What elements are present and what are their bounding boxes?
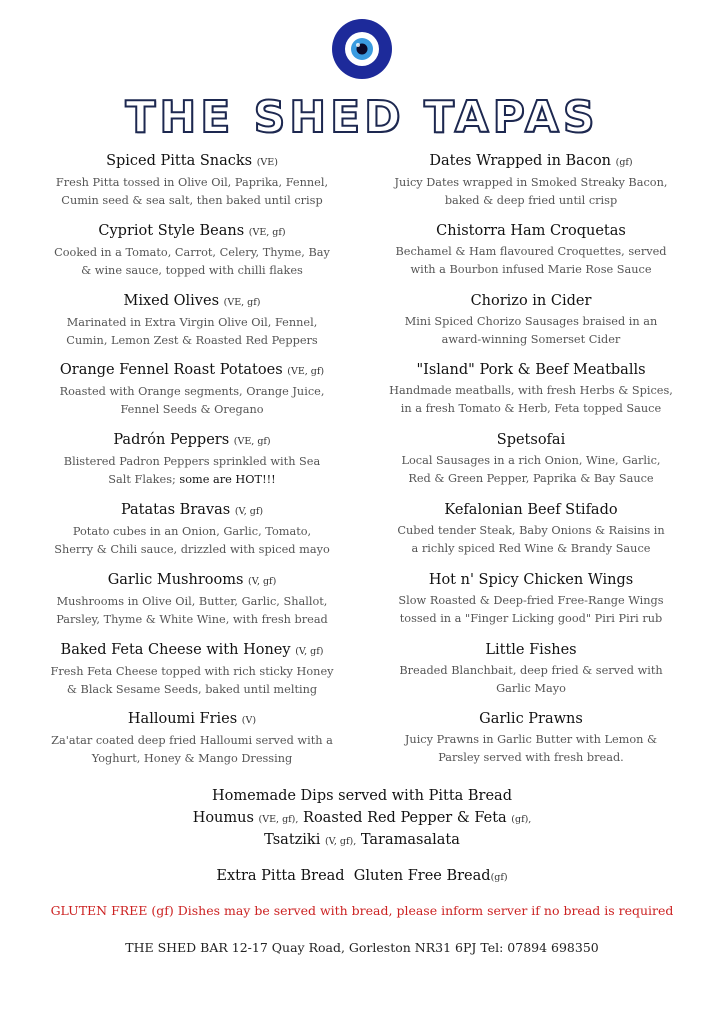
address-line: THE SHED BAR 12-17 Quay Road, Gorleston NR31 6PJ Tel: 07894 698350	[125, 940, 599, 955]
item-name: Patatas Bravas	[120, 501, 231, 518]
right-menu-column	[376, 152, 686, 780]
item-desc-1: Bechamel & Ham flavoured Croquettes, served	[395, 244, 667, 258]
item-tag: (VE)	[256, 157, 278, 168]
menu-item	[37, 292, 347, 362]
item-desc-2: Garlic Mayo	[496, 681, 566, 695]
item-desc-1: Cubed tender Steak, Baby Onions & Raisins in	[397, 523, 665, 537]
item-desc-2: Red & Green Pepper, Paprika & Bay Sauce	[408, 472, 654, 486]
extra-pitta-bread: Extra Pitta Bread	[216, 868, 345, 884]
dip-tsatziki-tag: (V, gf),	[324, 836, 357, 847]
dip-roasted-tag: (gf),	[511, 814, 532, 825]
item-desc-2	[37, 471, 347, 489]
dip-houmus-tag: (VE, gf),	[258, 814, 299, 825]
menu-item	[37, 501, 347, 571]
item-desc-2: in a fresh Tomato & Herb, Feta topped Sauce	[400, 402, 662, 416]
item-name: Halloumi Fries	[127, 711, 238, 728]
hot-warning: some are HOT!!!	[179, 473, 276, 487]
dip-houmus: Houmus	[192, 810, 254, 826]
item-desc-2: award-winning Somerset Cider	[441, 332, 621, 346]
menu-item	[37, 710, 347, 780]
item-desc-1: Juicy Dates wrapped in Smoked Streaky Bacon,	[394, 176, 668, 189]
item-desc-1: Potato cubes in an Onion, Garlic, Tomato,	[72, 524, 312, 538]
item-name: Orange Fennel Roast Potatoes	[59, 362, 283, 379]
item-desc-2: baked & deep fried until crisp	[444, 194, 618, 207]
item-desc-2: with a Bourbon infused Marie Rose Sauce	[410, 262, 652, 276]
item-tag: (V)	[241, 715, 257, 727]
item-desc-2: Cumin seed & sea salt, then baked until crisp	[61, 194, 323, 207]
item-name: Baked Feta Cheese with Honey	[60, 641, 291, 658]
item-desc-2: Fennel Seeds & Oregano	[120, 403, 264, 417]
dip-taramasalata: Taramasalata	[360, 832, 460, 848]
item-desc-1: Blistered Padron Peppers sprinkled with Sea	[63, 455, 321, 469]
item-desc-1: Local Sausages in a rich Onion, Wine, Garlic,	[401, 454, 661, 468]
item-name: Kefalonian Beef Stifado	[444, 501, 618, 518]
menu-item	[37, 222, 347, 292]
menu-item	[37, 361, 347, 431]
menu-item	[376, 710, 686, 780]
menu-item	[376, 501, 686, 571]
item-name: Hot n' Spicy Chicken Wings	[428, 571, 634, 588]
menu-item	[37, 571, 347, 641]
dip-tsatziki: Tsatziki	[264, 832, 321, 848]
item-desc-1: Marinated in Extra Virgin Olive Oil, Fennel,	[66, 315, 318, 329]
menu-item	[37, 641, 347, 711]
item-desc-1: Mini Spiced Chorizo Sausages braised in an	[404, 314, 658, 328]
menu-item	[376, 292, 686, 362]
item-tag: (VE, gf)	[233, 436, 271, 448]
item-name: Spetsofai	[496, 432, 566, 449]
gluten-free-note: GLUTEN FREE (gf) Dishes may be served with bread, please inform server if no bread is required	[50, 903, 674, 918]
item-name: Garlic Prawns	[479, 711, 583, 728]
gluten-free-tag: (gf)	[490, 872, 508, 883]
dips-line-1	[0, 810, 724, 826]
item-tag: (V, gf)	[295, 645, 324, 657]
item-name: Little Fishes	[485, 641, 577, 658]
item-name: Cypriot Style Beans	[98, 222, 245, 239]
item-tag: (gf)	[615, 157, 633, 168]
item-desc-2: & wine sauce, topped with chilli flakes	[81, 263, 303, 277]
evil-eye-icon	[331, 18, 393, 80]
item-name: Chistorra Ham Croquetas	[436, 222, 626, 239]
item-desc-2: Yoghurt, Honey & Mango Dressing	[91, 752, 293, 766]
menu-item	[376, 222, 686, 292]
item-desc-1: Fresh Pitta tossed in Olive Oil, Paprika, Fennel,	[55, 176, 329, 189]
item-desc-2a: Salt Flakes;	[108, 473, 180, 487]
item-tag: (V, gf)	[234, 505, 264, 517]
dip-roasted-pepper-feta: Roasted Red Pepper & Feta	[303, 810, 507, 826]
item-desc-2: Sherry & Chili sauce, drizzled with spiced mayo	[54, 542, 330, 556]
menu-item	[37, 431, 347, 501]
item-desc-1: Mushrooms in Olive Oil, Butter, Garlic, Shallot,	[56, 594, 328, 608]
menu-item	[376, 152, 686, 222]
item-desc-1: Za'atar coated deep fried Halloumi served with a	[51, 734, 333, 748]
item-tag: (VE, gf)	[248, 226, 286, 238]
item-desc-1: Handmade meatballs, with fresh Herbs & Spices,	[389, 384, 673, 398]
item-desc-1: Cooked in a Tomato, Carrot, Celery, Thyme, Bay	[54, 245, 330, 259]
item-desc-1: Roasted with Orange segments, Orange Juice,	[59, 385, 325, 399]
item-desc-1: Juicy Prawns in Garlic Butter with Lemon &	[404, 733, 658, 747]
item-desc-2: & Black Sesame Seeds, baked until melting	[66, 682, 318, 696]
item-tag: (VE, gf)	[223, 296, 261, 308]
menu-item	[376, 571, 686, 641]
item-name: Garlic Mushrooms	[107, 571, 244, 588]
left-menu-column	[37, 152, 347, 780]
item-desc-2: Parsley served with fresh bread.	[438, 751, 624, 765]
dips-line-2	[0, 832, 724, 848]
item-desc-2: tossed in a "Finger Licking good" Piri Piri rub	[399, 611, 663, 625]
gluten-free-bread: Gluten Free Bread	[353, 868, 491, 884]
item-desc-1: Breaded Blanchbait, deep fried & served with	[399, 663, 663, 677]
item-desc-2: a richly spiced Red Wine & Brandy Sauce	[411, 541, 651, 555]
item-tag: (V, gf)	[248, 575, 277, 587]
item-tag: (VE, gf)	[287, 366, 325, 378]
item-name: Padrón Peppers	[113, 432, 230, 449]
menu-title: THE SHED TAPAS	[125, 92, 599, 143]
item-desc-1: Fresh Feta Cheese topped with rich sticky Honey	[50, 664, 334, 678]
item-name: Mixed Olives	[123, 292, 220, 309]
menu-item	[376, 361, 686, 431]
menu-item	[376, 641, 686, 711]
item-desc-1: Slow Roasted & Deep-fried Free-Range Wings	[398, 593, 664, 607]
dips-title: Homemade Dips served with Pitta Bread	[211, 788, 512, 804]
item-desc-2: Cumin, Lemon Zest & Roasted Red Peppers	[66, 333, 318, 347]
extras-line	[0, 868, 724, 884]
item-name: Dates Wrapped in Bacon	[429, 153, 612, 169]
item-name: "Island" Pork & Beef Meatballs	[416, 362, 646, 379]
item-name: Spiced Pitta Snacks	[106, 153, 253, 169]
item-name: Chorizo in Cider	[470, 292, 592, 309]
menu-item	[376, 431, 686, 501]
menu-item	[37, 152, 347, 222]
item-desc-2: Parsley, Thyme & White Wine, with fresh bread	[56, 612, 328, 626]
